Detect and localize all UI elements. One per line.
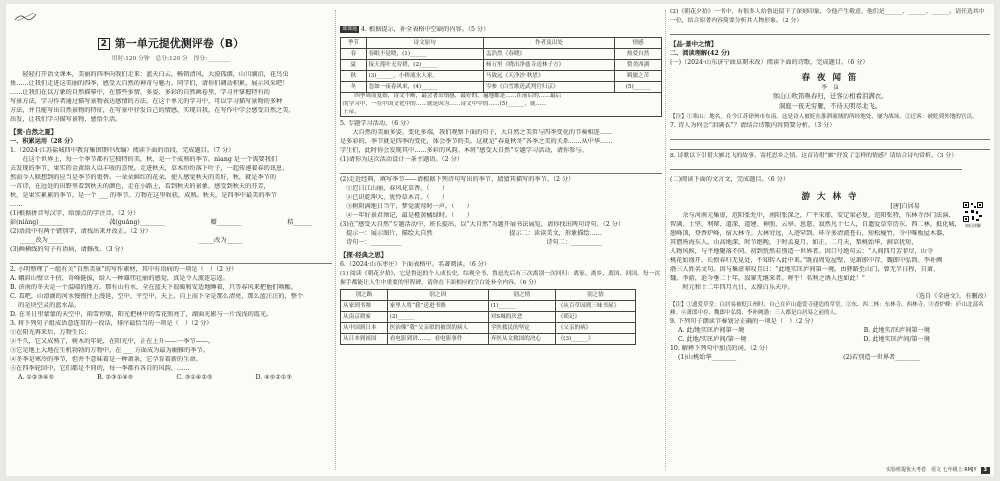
intro-paragraph: 轻轻打开语文课本，美丽的四季向我们走来：蓝天白云，畅销清风，大漠孤烟，山川湖泊，花鸟虫 鱼……让我们走进这美丽的四季，感受大自然的神奇与魅力。同学们，请你们调动积累，展示风采吧！ ……让我们在以万象的自然描摹中，在那些多情、多姿、多彩的自然画卷里，学习并掌握特有的 写景方法，学习作者通过描写景物表达感情的方法。在这个单元的学习中，可以学习描写景物的多种 方法，并且能写出自然景物的特征，在写景中抒发自己的情感，实现自我，在写作中学会感受自然之美， 出发，让我们学习描写景物，感悟生活。	[10, 71, 295, 124]
answer-blank[interactable]: _____改为_____	[20, 237, 64, 245]
answer-blank[interactable]: (1)山桃始华________	[678, 353, 737, 361]
essay-note: 【注】①遗爱草堂：白居易被贬江州时，自己在庐山遗爱寺建造的草堂。②东、西二林：东林寺、西林寺。③香炉峰：庐山北部名峰。④萧郎中存、魏郎中弘简、李补阙渤：三人都是白居易之前的人。	[670, 301, 984, 316]
question-1-passage: 在这个世界上，每一个季节都有它独特的美，秋，是一个成熟的季节。nìang 是一个需要我们 去发现的季节，果实的金黄给人以丰收的喜悦。走进秋天，草木纷纷落下叶子，一起传递着春的讯息， 然而今人联想到的应当是季节的更替。一朵朵鲜红的花朵，使人感觉秋天的美好，秋，就是季节的 一首诗，在远处的田野里看到秋天的颜色，走在小路上，看到秋天的景象，感受到秋天的芬芳， 秋，是果实累累的季节，是一个 ___ 的季节。万物在这里收获，成熟。秋天，是四季中最美的季节 ……	[10, 156, 289, 209]
table-row: 从中国到日本 医治像“我”父亲似的被误的病人 学医救民的坚定 《父亲的病》	[341, 323, 636, 334]
option-b[interactable]: B. 济南的冬天是一个温晴的地方。那有山有水，全在蓝天下很暖和安适地睡着，只等春风来把他们唤醒。	[10, 283, 297, 291]
question-5-passage: 大自然的美丽多姿，变化多端，我们观察下面的句子，大自然之美常与四季变化的节奏相连…… 是多彩的，季节就是四季的变化，体会季节的美。这就是“春夏秋冬”各季之美的关系……从中华…… 学生们，此时你会发现其中……多彩的风韵。本班“感受大自然”专题学习活动，请你参与。	[340, 129, 613, 155]
qr-code-icon	[962, 201, 984, 223]
season-item[interactable]: ①迟日江山丽，春风花草香。（ ）	[346, 185, 449, 193]
question-7: 7. 诗人为何会“泪满衣”？请结合诗歌内容简要分析。（3 分）	[670, 122, 836, 130]
column-middle	[340, 4, 662, 476]
part-heading: 二、阅读理解(42 分)	[670, 49, 730, 57]
answer-line[interactable]	[670, 27, 990, 35]
answer-line[interactable]	[340, 166, 662, 174]
section-heading: 【探·经典之思】	[340, 251, 388, 260]
poem-note: 【注】①寒山：地名，在今江苏徐州市东南。这是诗人被贬在淮泗流域的所经地处，屡为战场。②迁客：被贬到外地的官员。	[670, 113, 978, 120]
season-poetry-table	[340, 37, 662, 117]
option-c-cont: 的是块空灵的蓝水晶。	[10, 301, 81, 309]
question-3-items: ①在阳光再来后，万物生长； ②不久，它又成熟了，树木的年轮，在阳光中，正在上升——一季节——。 ③它是地上大地在生机勃勃的万物中，在 ___ 方面成为最为幽雅的季节。 ④冬季是寒冷的季节，但并不意味着是一种萧条，它孕育着新的生命。 ⑤在四季轮回中，它们都是不同的，每一季都有各自的风韵，……	[10, 328, 215, 372]
essay-author: [唐]白居易	[890, 202, 920, 210]
column-left	[10, 4, 332, 476]
question-5-sub2: (2)走近经典，填写季节——请根据下列诗句写出的季节，猜猜其描写的季节。（2 分）	[340, 176, 575, 184]
table-note-row: 四季周而复始，诗文不断，最会著出情感，最好的，遍地都是……在前后的……最后 的学习中，一在中国文化中的……就是因为……诗文中中的……(5)______，就…… 上帝。	[341, 92, 662, 116]
question-9: 9. 下列句子朗读节奏划分正确的一项是（ ）（2 分）	[670, 317, 817, 325]
part-heading: 一、积累运用（28 分）	[10, 138, 77, 146]
poem-author: 李 益	[821, 84, 839, 91]
option-a[interactable]: A. 峨眉山壁立千仞，奇峰挺拔，给人一种雄伟壮丽的感觉，真是令人流连忘返。	[10, 275, 229, 282]
table-row: 冬 忽如一夜春风来，(4)______ 岑参《白雪歌送武判官归京》 (5)______	[341, 81, 662, 92]
poem-line: 洞庭一夜无穷雁，不待天明尽北飞。	[778, 101, 882, 110]
typo-answer-row	[10, 237, 332, 246]
option-c[interactable]: C. 看吧，山滑滴的河水慢慢往上漫延，空中，平空中，天上，自上而下全是那么清亮，那么蓝汪汪的，整个	[10, 292, 304, 300]
exam-title-row	[10, 36, 332, 52]
unit-number-box: 2	[98, 38, 110, 50]
section-heading: 【品·景中之情】	[670, 39, 718, 48]
question-6-intro: (1) 阅读《朝花夕拾》，它是鲁迅的个人成长史。综观全书，鲁迅先后有三次离别一次回归：离家、离乡、离国、回国，每一次握手都能让人生中重要的里程碑，请你在下面相应的空白处补全内容。（6 分）	[340, 271, 661, 286]
exam-sheet	[6, 4, 994, 476]
option-c[interactable]: C. ③①④②⑤	[176, 373, 213, 381]
exam-meta: 用时:120 分钟 总分:120 分 得分:________	[111, 55, 231, 62]
option-d[interactable]: D. 此地实匡庐间/第一境	[863, 335, 930, 343]
question-3-head: 3. 将下列句子组成语意连贯的一段话，排序最恰当的一项是（ ）（2 分）	[10, 319, 213, 327]
answer-blank[interactable]: 诗句一：__________	[346, 239, 402, 247]
question-2-head: 2. 小明整理了一组有关“自然美景”的写作素材，其中有语病的一项是（ ）（2 分）	[10, 266, 238, 274]
reading-1-head: (一)（2024·山东济宁曲阜期末改）阅读下面的诗歌，完成题目。（6 分）	[670, 58, 869, 66]
qr-code[interactable]	[962, 201, 984, 229]
question-9-options-row1	[670, 327, 990, 336]
question-10-items	[670, 354, 990, 363]
question-5-sub1: (1)请你为这次活动设计一条主题语。（2 分）	[340, 156, 463, 164]
qr-caption: 知识讲解	[965, 223, 981, 228]
reading-table	[340, 289, 636, 345]
question-10: 10. 解释下列句中加点的词。（2 分）	[670, 344, 772, 352]
option-b[interactable]: B. 此地实/匡庐间第一境	[863, 326, 930, 334]
column-right	[670, 4, 990, 476]
footer-text: 实验班提优大考卷 语文 七年级上 RMJY	[886, 466, 977, 473]
question-6-head: 6.（2024·山东枣庄）下面表格中。名著阅读。（6 分）	[340, 261, 491, 269]
season-item[interactable]: ③树阴满地日当午，梦觉流莺时一声。（ ）	[346, 203, 473, 211]
reading-2-head: (二)阅读下面的文言文，完成题目。（6 分）	[670, 175, 790, 183]
question-5-sub3: (3)在“感受大自然”专题活动中，班长提出，以“大自然”为题开展书法展览，请你找出两句诗句。（2 分）	[340, 221, 625, 229]
question-6-sub2: (2)《朝花夕拾》一书中，有很多人给鲁迅留下了深刻印象，令他产生敬意，他们是______、______、______。请任选其中一位，结合原著内容简要分析其人物形象。（2 分）	[670, 9, 985, 24]
option-d[interactable]: D. ④⑤②①③	[255, 373, 292, 381]
answer-line[interactable]	[670, 142, 990, 150]
column-divider	[665, 10, 666, 470]
question-1-sub2: (2)语段中有两个错别字，请找出来并改正。（2 分）	[10, 228, 152, 236]
question-4-head: 课课通 4. 根据提示，补全表格中空缺的内容。（5 分）	[342, 26, 490, 33]
essay-passage: 余与河南元集虚，范阳张允中，南阳张深之，广平宋郁，安定梁必复，范阳张特，东林寺沙门法演、 智满、士坚、利辩、道深、道建、神照、云皋、恩慈、寂然凡十七人，自遗爱草堂历东、西二林，抵化城， 憩峰顶，登香炉峰，宿大林寺。大林穷远，人迹罕到。环寺多清流苍石，短松瘦竹，寺中唯板屋木器， 其僧皆海东人。山高地深，时节绝晚，于时孟夏月，如正、二月天，梨桃始华，涧草犹短， 人物风候，与平地聚落不同。初到恍然若别造一世界者。因口号绝句云：“人间四月芳菲尽，山寺 桃花始盛开。长恨春归无觅处，不知转入此中来。”既而周览屋壁，见萧郎中存、魏郎中弘简、李补阙 渤三人姓名文句。因与集虚辈叹且曰：“此地实匡庐间第一境。由驿路至山门，曾无半日程，自萧、 魏、李游，迨今垂二十年，寂寥无继来者。嗟乎！名利之诱人也如此！” 时元和十二年四月九日，太原白乐天序。	[670, 211, 961, 291]
question-9-options-row2	[670, 336, 990, 345]
table-row: 夏 接天莲叶无穷碧，(2)______ 杨万里《晓出净慈寺送林子方》 赞美西湖	[341, 59, 662, 70]
answer-blank[interactable]: _____改为_____	[198, 237, 242, 245]
answer-blank[interactable]: 菰(guāng)________	[109, 219, 165, 227]
option-b[interactable]: B. ②③①④⑤	[97, 373, 134, 381]
question-8: 8. 诗歌以下引借大雁北飞的故事，寄托思乡之情。这首诗借“雁”抒发了怎样的情感？请结合诗句赏析。（3 分）	[670, 153, 958, 160]
essay-source: （选自《全唐文》，有删改）	[912, 292, 990, 300]
question-5-sub3-prompts: 提示一：展示图片，描绘大自然 提示二：读读美文，形象描绘……	[346, 230, 602, 238]
table-row: 秋 (3)______，小桥流水人家。 马致远《天净沙·秋思》 羁旅之苦	[341, 70, 662, 81]
question-5-head: 5. 专题学习活动。（6 分）	[340, 120, 413, 128]
page-footer	[886, 467, 990, 474]
question-1-sub3: (3)画横线的句子有语病，请修改。（3 分）	[10, 246, 127, 254]
question-3-options	[10, 374, 332, 383]
question-5-sub2-items	[340, 185, 662, 221]
table-row: 从南京到家 (2)______ 对S城的厌恶 《琐记》	[341, 312, 636, 323]
question-tag: 课课通	[342, 26, 358, 32]
exam-title: 第一单元提优测评卷（B）	[114, 37, 245, 50]
answer-blank[interactable]: 彭(niàng)________	[10, 219, 64, 227]
page-number: 3	[981, 467, 990, 474]
table-row: 从日本到祖国 看电影到讲……，看电影事件 弃医从文救国的决心 《(3)______》	[341, 334, 636, 345]
table-row: 春 春眠不觉晓，(1)______ 孟浩然《春晓》 热爱自然	[341, 48, 662, 59]
option-c[interactable]: C. 此地/实匡庐间/第一境	[678, 335, 747, 343]
answer-line[interactable]	[670, 132, 990, 140]
answer-blank[interactable]: 瓣________	[210, 219, 242, 227]
question-1-head: 1.（2024·江苏盐城四中教育集团期中改编）阅读下面的语段，完成题目。（7 分）	[10, 147, 235, 155]
answer-line[interactable]	[670, 162, 962, 170]
table-row: 从家到书塾 家里人将“我”送进书塾 (1)______ 《从百草园到三味书屋》	[341, 301, 636, 312]
answer-blank[interactable]: 秸______	[287, 219, 312, 227]
option-a[interactable]: A. ①②③④⑤	[18, 373, 55, 381]
question-2-options	[10, 275, 332, 320]
poem-line: 寒山①吹笛唤春归，迁客②相看泪满衣。	[772, 92, 888, 101]
table-header-row: 别之路 别之因 别之情 别之情	[341, 290, 636, 301]
answer-blank[interactable]: (2)若别造一世界者________	[843, 353, 920, 361]
column-divider	[335, 10, 336, 470]
section-heading: 【赏·自然之夏】	[10, 128, 58, 137]
question-1-sub1: (1)根据拼音写汉字，给加点的字注音。（2 分）	[10, 210, 140, 218]
season-item[interactable]: ②已识乾坤大，犹怜草木青。（ ）	[346, 194, 449, 202]
answer-blank[interactable]: 诗句二：__________	[546, 239, 602, 247]
option-d[interactable]: D. 在冬日里蒙蒙的天空中，雨雪停歇，阳光把林中的雪花照亮了，湖面光影与一片浅浅的霞光。	[10, 310, 273, 318]
pinyin-answer-row	[10, 219, 332, 228]
essay-title: 游 大 林 寺	[801, 191, 859, 202]
poem-title: 春 夜 闻 笛	[801, 72, 859, 83]
table-header-row: 季节 诗文原句 作者及出处 情感	[341, 37, 662, 48]
option-a[interactable]: A. 此/地实匡庐间第一境	[678, 326, 745, 334]
question-5-sub3-answers	[340, 239, 662, 248]
season-item[interactable]: ④一年好景君须记，最是橙黄橘绿时。（ ）	[346, 212, 473, 220]
answer-line[interactable]	[10, 256, 332, 264]
